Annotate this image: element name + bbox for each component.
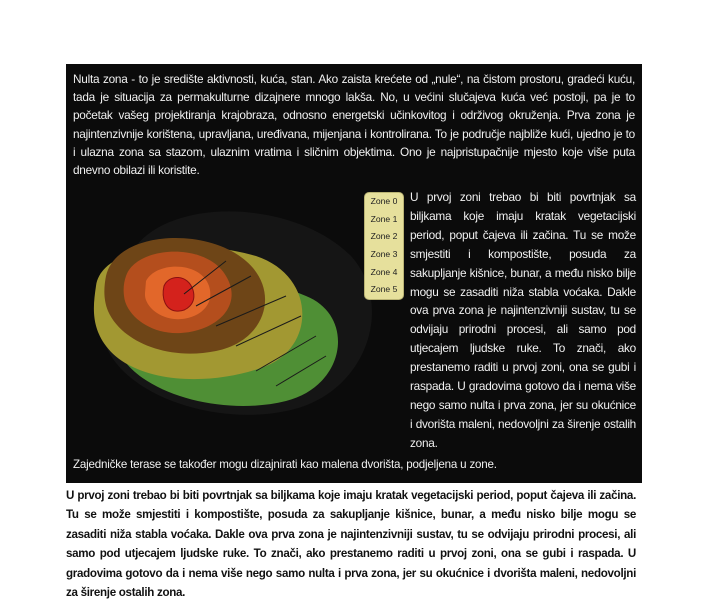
side-paragraph: U prvoj zoni trebao bi biti povrtnjak sa biljkama koje imaju kratak vegetacijski period, poput čajeva ili začina. Tu se može smjestiti i kompostište, posuda za sakupljanje kišnice, bunar, a među nisko bilje mogu se zasaditi niža stabla voćaka. Dakle ova prva zona je najintenzivniji sustav, tu se odvijaju prirodni procesi, ali samo pod utjecajem ljudske ruke. To znači, ako prestanemo raditi u prvoj zoni, ona se gubi i raspada. U gradovima gotovo da i nema više nego samo nulta i prva zona, jer su okućnice i dvorišta maleni, nedovoljni za širenje ostalih zona. [410,190,636,450]
zone-diagram [66,186,406,446]
legend-zone-0: Zone 0 [370,196,398,206]
legend-zone-4: Zone 4 [370,266,398,277]
zone-legend [364,192,404,300]
dark-panel [66,64,642,483]
legend-zone-1: Zone 1 [370,213,398,224]
legend-zone-3: Zone 3 [370,249,398,260]
legend-zone-2: Zone 2 [370,231,398,242]
zone-0-area [163,277,194,311]
legend-zone-5: Zone 5 [370,284,398,295]
intro-paragraph: Nulta zona - to je središte aktivnosti, kuća, stan. Ako zaista krećete od „nule“, na čistom prostoru, gradeći kuću, tada je situacija za permakulturne dizajnere mnogo lakša. No, u većini slučajeva kuća već postoji, pa je to početak vašeg projektiranja krajobraza, odnosno energetski učinkovitog i održivog okruženja. Prva zona je najintenzivnije korištena, upravljana, uređivana, mijenjana i kontrolirana. To je područje najbliže kući, ujedno je to i ulazna zona sa stazom, ulaznim vratima i sličnim objektima. Ono je najpristupačnije mjesto koje više puta dnevno obilazi ili koristite. [73,72,635,178]
caption: Zajedničke terase se također mogu dizajnirati kao malena dvorišta, podjeljena u zone. [73,458,497,471]
bottom-paragraph: U prvoj zoni trebao bi biti povrtnjak sa biljkama koje imaju kratak vegetacijski period, poput čajeva ili začina. Tu se može smjestiti i kompostište, posuda za sakupljanje kišnice, bunar, a među nisko bilje mogu se zasaditi niža stabla voćaka. Dakle ova prva zona je najintenzivniji sustav, tu se odvijaju prirodni procesi, ali samo pod utjecajem ljudske ruke. To znači, ako prestanemo raditi u prvoj zoni, ona se gubi i raspada. U gradovima gotovo da i nema više nego samo nulta i prva zona, jer su okućnice i dvorišta maleni, nedovoljni za širenje ostalih zona. [66,489,636,600]
